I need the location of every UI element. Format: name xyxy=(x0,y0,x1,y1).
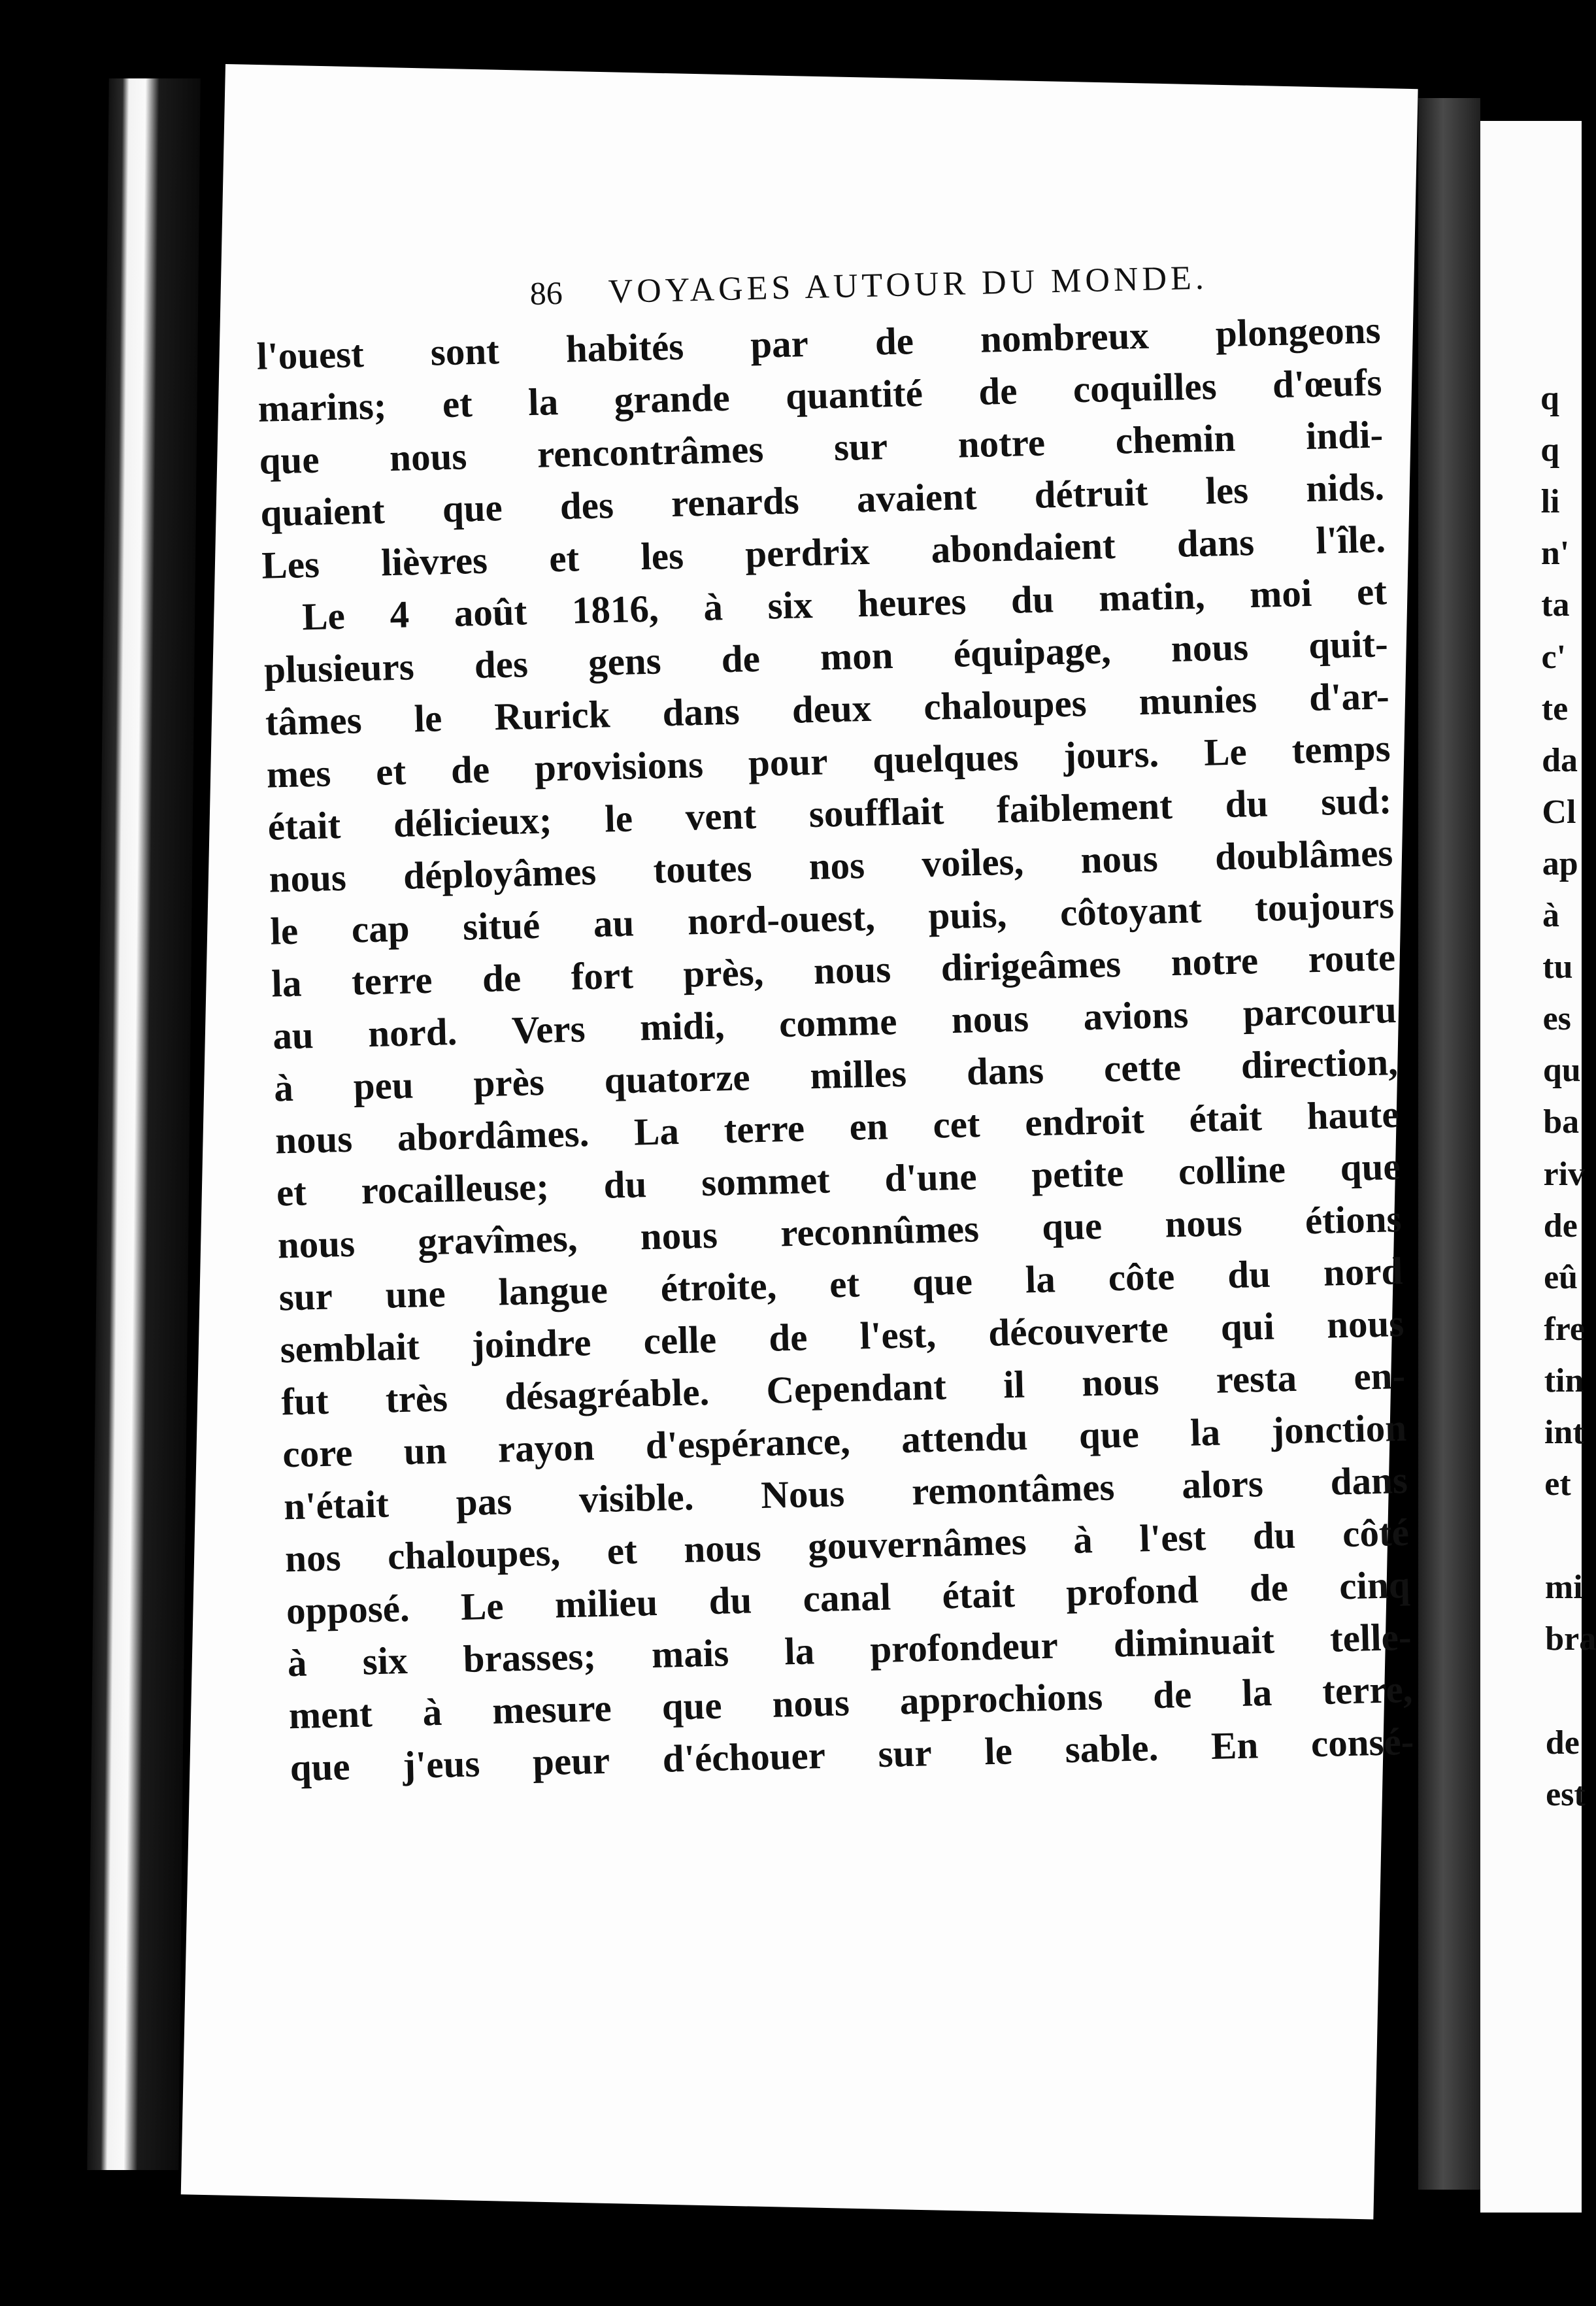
word: très xyxy=(385,1376,448,1421)
word: l'est, xyxy=(859,1312,937,1358)
word: grande xyxy=(613,375,731,422)
word: jours. xyxy=(1063,731,1159,777)
word: direction, xyxy=(1240,1040,1399,1087)
word: voiles, xyxy=(921,839,1024,886)
facing-page-fragment: c' xyxy=(1541,638,1567,676)
word: cap xyxy=(351,906,410,951)
word: six xyxy=(767,582,814,627)
word: petite xyxy=(1031,1150,1124,1197)
word: nous xyxy=(274,1116,353,1162)
word: Les xyxy=(261,542,320,587)
word: cet xyxy=(932,1102,981,1146)
word: provisions xyxy=(534,742,704,790)
word: jonction xyxy=(1271,1405,1407,1452)
word: dans xyxy=(1176,520,1255,565)
word: la xyxy=(271,961,303,1005)
word: sable. xyxy=(1064,1725,1159,1771)
word: celle xyxy=(642,1317,717,1363)
word: d'ar- xyxy=(1308,674,1390,720)
facing-page-fragment: de xyxy=(1545,1724,1580,1762)
word: découverte xyxy=(988,1307,1169,1354)
word: notre xyxy=(957,420,1046,466)
word: nous xyxy=(640,1212,718,1258)
facing-page-fragment: q xyxy=(1540,431,1560,469)
word: Cependant xyxy=(765,1364,947,1412)
word: colline xyxy=(1178,1147,1286,1193)
word: des xyxy=(474,642,529,687)
word: toujours xyxy=(1254,883,1395,930)
facing-page-fragment: mi xyxy=(1544,1569,1583,1607)
word: du xyxy=(1224,781,1269,826)
word: que xyxy=(912,1259,973,1304)
word: indi- xyxy=(1305,412,1384,458)
word: la xyxy=(1241,1670,1272,1714)
word: puis, xyxy=(927,892,1008,937)
word: nous xyxy=(771,1680,850,1726)
word: Le xyxy=(460,1584,505,1629)
word: les xyxy=(1205,468,1249,512)
word: core xyxy=(282,1430,354,1476)
word: chaloupes xyxy=(923,681,1088,728)
word: sont xyxy=(430,329,500,374)
word: que xyxy=(442,486,503,531)
word: toutes xyxy=(652,846,753,892)
word: par xyxy=(750,321,809,367)
word: consé- xyxy=(1310,1719,1414,1765)
word: de xyxy=(1249,1565,1289,1610)
word: près xyxy=(473,1060,545,1105)
word: terre xyxy=(723,1106,805,1152)
word: coquilles xyxy=(1072,364,1218,411)
word: un xyxy=(403,1428,448,1473)
word: avions xyxy=(1082,992,1189,1039)
word: 1816, xyxy=(571,586,659,632)
facing-page-fragment: tin xyxy=(1544,1362,1584,1399)
word: que xyxy=(289,1745,351,1790)
word: peu xyxy=(352,1063,414,1108)
word: était xyxy=(941,1572,1016,1617)
word: nord-ouest, xyxy=(687,895,876,943)
word: que xyxy=(258,437,320,482)
facing-page-fragment: qu xyxy=(1542,1052,1581,1090)
word: profondeur xyxy=(869,1623,1059,1671)
word: comme xyxy=(778,999,898,1046)
word: parcouru xyxy=(1242,988,1397,1035)
word: de xyxy=(450,747,490,792)
word: abordâmes. xyxy=(397,1111,590,1160)
word: à xyxy=(273,1065,294,1110)
word: quantité xyxy=(785,371,923,418)
facing-page-fragment: te xyxy=(1541,690,1569,727)
word: était xyxy=(1188,1095,1263,1141)
word: Le xyxy=(1203,729,1248,774)
facing-page-fragment: ba xyxy=(1543,1103,1580,1141)
word: fort xyxy=(571,953,634,998)
word: pour xyxy=(748,739,829,785)
word: situé xyxy=(462,903,540,948)
word: les xyxy=(640,533,684,578)
word: qui xyxy=(1220,1304,1275,1349)
word: du xyxy=(1227,1252,1271,1297)
word: d'œufs xyxy=(1272,360,1382,407)
word: mesure xyxy=(491,1686,612,1732)
word: cinq xyxy=(1338,1562,1411,1608)
word: mes xyxy=(266,751,331,796)
word: une xyxy=(384,1271,446,1316)
word: la xyxy=(527,380,559,424)
facing-page-fragment: ap xyxy=(1542,844,1578,882)
word: endroit xyxy=(1024,1098,1145,1145)
facing-page-fragment: int xyxy=(1544,1414,1584,1451)
word: reconnûmes xyxy=(780,1207,980,1255)
facing-page-fragment: tu xyxy=(1542,948,1573,986)
word: sud: xyxy=(1320,778,1393,824)
word: renards xyxy=(671,478,800,525)
word: terre xyxy=(351,958,433,1003)
word: nous xyxy=(683,1526,762,1571)
facing-page-fragment: n' xyxy=(1540,535,1570,573)
facing-page-fragment: riv xyxy=(1543,1155,1586,1193)
word: n'était xyxy=(283,1482,390,1528)
word: que xyxy=(661,1683,723,1728)
word: dans xyxy=(1329,1458,1408,1503)
word: quatorze xyxy=(603,1055,751,1102)
word: mon xyxy=(820,633,894,678)
facing-page-fragment: de xyxy=(1543,1207,1578,1245)
word: au xyxy=(593,901,635,945)
word: sommet xyxy=(701,1158,831,1205)
word: quit- xyxy=(1308,622,1389,667)
word: plusieurs xyxy=(263,644,415,692)
word: Nous xyxy=(760,1471,845,1517)
page-number: 86 xyxy=(529,274,563,312)
word: j'eus xyxy=(402,1741,481,1787)
word: à xyxy=(287,1641,308,1685)
word: d'espérance, xyxy=(644,1418,851,1467)
next-page-strip xyxy=(1480,121,1596,2213)
word: notre xyxy=(1170,939,1259,984)
word: marins; xyxy=(257,384,388,430)
word: sur xyxy=(833,424,888,469)
word: désagréable. xyxy=(504,1369,710,1418)
word: La xyxy=(633,1109,680,1154)
word: midi, xyxy=(639,1003,725,1049)
word: l'est xyxy=(1139,1515,1206,1560)
word: plongeons xyxy=(1215,308,1382,356)
word: à xyxy=(1072,1518,1093,1562)
word: à xyxy=(703,585,723,629)
word: gouvernâmes xyxy=(807,1519,1027,1568)
word: joindre xyxy=(471,1320,592,1367)
word: milles xyxy=(809,1051,907,1097)
word: côte xyxy=(1107,1254,1176,1299)
word: 4 xyxy=(389,592,410,637)
word: nous xyxy=(277,1221,356,1267)
word: nous xyxy=(1081,1359,1160,1405)
word: équipage, xyxy=(953,628,1112,675)
word: à xyxy=(422,1690,442,1734)
word: deux xyxy=(791,686,872,731)
word: la xyxy=(784,1629,815,1673)
word: l'ouest xyxy=(256,331,365,378)
word: et xyxy=(1356,569,1388,614)
word: nous xyxy=(268,855,347,901)
facing-page-fragment: li xyxy=(1540,483,1560,521)
word: de xyxy=(768,1315,808,1360)
word: cette xyxy=(1103,1044,1182,1090)
word: canal xyxy=(802,1575,891,1620)
word: et xyxy=(829,1262,860,1306)
word: d'échouer xyxy=(662,1733,826,1780)
word: alors xyxy=(1181,1462,1264,1507)
word: près, xyxy=(682,950,765,995)
word: opposé. xyxy=(286,1586,410,1633)
word: avaient xyxy=(856,474,978,521)
facing-page-fragment: à xyxy=(1542,897,1559,934)
word: de xyxy=(482,956,522,1000)
word: En xyxy=(1210,1723,1259,1768)
facing-page-fragment: eû xyxy=(1544,1258,1578,1296)
word: et xyxy=(276,1170,307,1214)
word: faiblement xyxy=(996,784,1173,831)
word: et xyxy=(548,536,580,580)
word: haute xyxy=(1306,1092,1400,1138)
word: en- xyxy=(1353,1353,1406,1398)
word: attendu xyxy=(901,1414,1029,1462)
word: munies xyxy=(1138,677,1257,724)
word: était xyxy=(267,803,341,848)
word: remontâmes xyxy=(911,1465,1116,1513)
word: chemin xyxy=(1114,416,1237,462)
word: habités xyxy=(565,324,684,371)
word: rencontrâmes xyxy=(537,427,764,476)
word: nos xyxy=(284,1535,342,1580)
word: six xyxy=(361,1638,408,1683)
word: des xyxy=(559,483,614,527)
word: dans xyxy=(966,1048,1044,1094)
word: semblait xyxy=(279,1324,420,1371)
word: le xyxy=(269,909,299,953)
word: au xyxy=(272,1013,314,1058)
word: nous xyxy=(1171,625,1249,671)
word: le xyxy=(984,1729,1013,1773)
word: Rurick xyxy=(493,692,611,739)
word: Vers xyxy=(511,1007,586,1052)
word: que xyxy=(1041,1203,1103,1248)
word: quelques xyxy=(872,735,1020,782)
word: étroite, xyxy=(659,1263,777,1310)
word: du xyxy=(1252,1512,1297,1558)
word: étions xyxy=(1305,1196,1403,1243)
word: du xyxy=(1010,577,1055,622)
word: mais xyxy=(651,1631,729,1677)
word: de xyxy=(721,636,761,681)
word: diminuait xyxy=(1113,1618,1275,1665)
word: route xyxy=(1307,935,1396,981)
word: perdrix xyxy=(744,529,871,576)
word: profond xyxy=(1065,1567,1199,1614)
word: en xyxy=(848,1104,889,1148)
word: dans xyxy=(661,689,740,735)
word: de xyxy=(1152,1672,1192,1717)
word: la xyxy=(1025,1257,1056,1301)
word: nous xyxy=(1164,1200,1243,1246)
word: pas xyxy=(456,1479,512,1524)
word: approchions xyxy=(899,1674,1103,1723)
word: vent xyxy=(685,794,757,839)
word: lièvres xyxy=(380,538,488,584)
word: du xyxy=(603,1162,648,1207)
word: que xyxy=(1078,1412,1140,1457)
word: visible. xyxy=(578,1475,695,1521)
word: matin, xyxy=(1098,573,1206,620)
word: gens xyxy=(588,639,662,684)
word: heures xyxy=(857,579,967,626)
word: nous xyxy=(1080,836,1159,882)
word: milieu xyxy=(554,1580,659,1626)
word: nos xyxy=(808,843,865,888)
facing-page-fragment: est xyxy=(1546,1775,1586,1813)
word: et xyxy=(607,1528,638,1573)
word: terre, xyxy=(1322,1667,1414,1713)
facing-page-fragment: et xyxy=(1544,1465,1571,1503)
word: nous xyxy=(813,947,891,993)
word: le xyxy=(413,696,443,741)
word: déployâmes xyxy=(403,849,597,897)
word: côté xyxy=(1342,1510,1410,1556)
word: d'une xyxy=(884,1154,978,1200)
word: nombreux xyxy=(980,313,1150,361)
facing-page-fragment: da xyxy=(1542,741,1578,779)
facing-page-fragment: Cl xyxy=(1542,793,1576,831)
word: l'île. xyxy=(1315,517,1386,562)
word: il xyxy=(1003,1362,1025,1407)
word: langue xyxy=(497,1267,608,1314)
facing-page-fragment: fre xyxy=(1544,1310,1585,1348)
word: temps xyxy=(1291,726,1391,772)
word: délicieux; xyxy=(393,798,553,846)
word: brasses; xyxy=(462,1634,597,1680)
word: rayon xyxy=(497,1425,595,1471)
word: nous xyxy=(389,434,468,480)
word: nord xyxy=(1323,1248,1404,1294)
word: côtoyant xyxy=(1059,888,1203,935)
word: le xyxy=(604,796,633,841)
word: nids. xyxy=(1305,465,1385,510)
facing-page-fragment: bra xyxy=(1545,1620,1596,1658)
word: août xyxy=(453,590,527,635)
word: moi xyxy=(1249,571,1313,616)
word: dirigeâmes xyxy=(940,941,1122,990)
word: soufflait xyxy=(808,789,944,836)
facing-page-fragment: es xyxy=(1542,1000,1571,1038)
book-left-edge xyxy=(87,78,201,2170)
word: fut xyxy=(280,1379,329,1424)
word: du xyxy=(708,1578,753,1623)
word: la xyxy=(1189,1410,1221,1454)
word: sur xyxy=(278,1274,333,1319)
word: que xyxy=(1339,1144,1401,1190)
word: resta xyxy=(1215,1356,1297,1401)
word: de xyxy=(978,369,1018,413)
facing-page-fragment: ta xyxy=(1541,586,1570,624)
word: Le xyxy=(301,593,346,639)
word: détruit xyxy=(1033,470,1149,516)
running-head: VOYAGES AUTOUR DU MONDE. xyxy=(608,259,1208,311)
word: nous xyxy=(951,996,1029,1042)
word: chaloupes, xyxy=(387,1530,561,1578)
word: quaient xyxy=(259,488,386,535)
word: sur xyxy=(877,1731,933,1776)
word: peur xyxy=(532,1738,610,1784)
page-body xyxy=(256,303,1414,1794)
book-gutter xyxy=(1418,98,1480,2190)
word: nous xyxy=(1326,1301,1405,1346)
word: et xyxy=(375,749,407,794)
word: doublâmes xyxy=(1214,831,1393,878)
word: de xyxy=(874,319,914,363)
word: abondaient xyxy=(930,523,1116,571)
word: et xyxy=(442,382,473,426)
word: gravîmes, xyxy=(417,1216,578,1263)
word: nord. xyxy=(367,1009,458,1056)
facing-page-fragment: q xyxy=(1540,380,1559,417)
word: telle- xyxy=(1329,1614,1412,1660)
word: rocailleuse; xyxy=(360,1164,550,1212)
word: tâmes xyxy=(265,698,363,744)
word: ment xyxy=(288,1692,373,1737)
